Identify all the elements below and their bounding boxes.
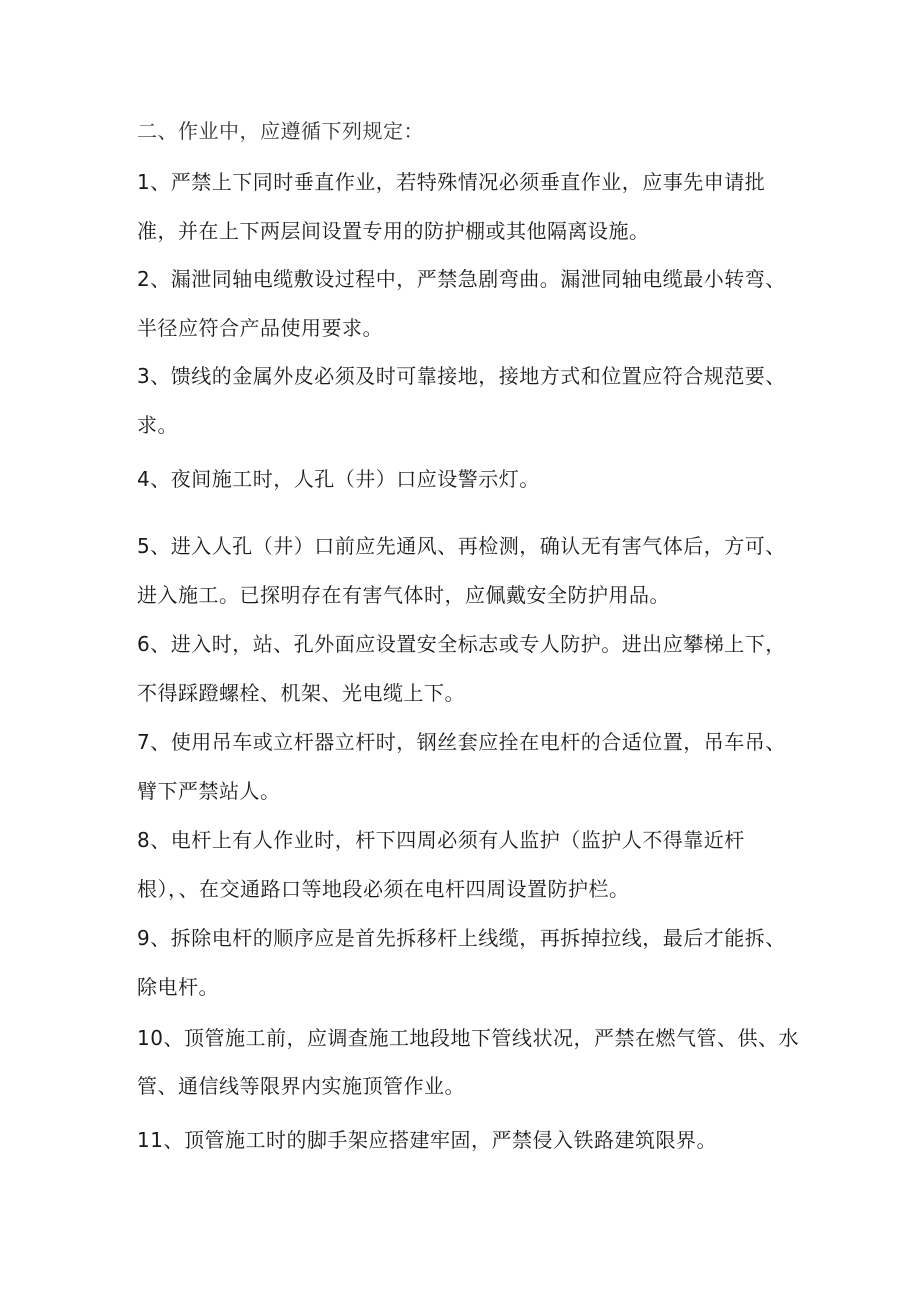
text-line: 6、进入时，站、孔外面应设置安全标志或专人防护。进出应攀梯上下， [137, 632, 786, 656]
text-line: 准，并在上下两层间设置专用的防护棚或其他隔离设施。 [137, 219, 650, 243]
text-line: 2、漏泄同轴电缆敷设过程中，严禁急剧弯曲。漏泄同轴电缆最小转弯、 [137, 267, 786, 291]
text-line: 管、通信线等限界内实施顶管作业。 [137, 1074, 465, 1098]
text-line: 9、拆除电杆的顺序应是首先拆移杆上线缆，再拆掉拉线，最后才能拆、 [137, 926, 786, 950]
text-line: 进入施工。已探明存在有害气体时，应佩戴安全防护用品。 [137, 583, 670, 607]
text-line: 11、顶管施工时的脚手架应搭建牢固，严禁侵入铁路建筑限界。 [137, 1128, 717, 1152]
text-line: 半径应符合产品使用要求。 [137, 316, 383, 340]
text-line: 1、严禁上下同时垂直作业，若特殊情况必须垂直作业，应事先申请批 [137, 170, 766, 194]
text-line: 7、使用吊车或立杆器立杆时，钢丝套应拴在电杆的合适位置，吊车吊、 [137, 730, 786, 754]
text-line: 臂下严禁站人。 [137, 779, 281, 803]
text-line: 10、顶管施工前，应调查施工地段地下管线状况，严禁在燃气管、供、水 [137, 1026, 799, 1050]
text-line: 5、进入人孔（井）口前应先通风、再检测，确认无有害气体后，方可、 [137, 534, 786, 558]
section-heading: 二、作业中，应遵循下列规定： [137, 119, 424, 143]
text-line: 根），、在交通路口等地段必须在电杆四周设置防护栏。 [137, 877, 630, 901]
text-line: 不得踩蹬螺栓、机架、光电缆上下。 [137, 681, 465, 705]
text-line: 除电杆。 [137, 975, 219, 999]
text-line: 求。 [137, 413, 178, 437]
text-line: 8、电杆上有人作业时，杆下四周必须有人监护（监护人不得靠近杆 [137, 828, 745, 852]
text-line: 4、夜间施工时，人孔（井）口应设警示灯。 [137, 467, 540, 491]
text-line: 3、馈线的金属外皮必须及时可靠接地，接地方式和位置应符合规范要、 [137, 364, 786, 388]
